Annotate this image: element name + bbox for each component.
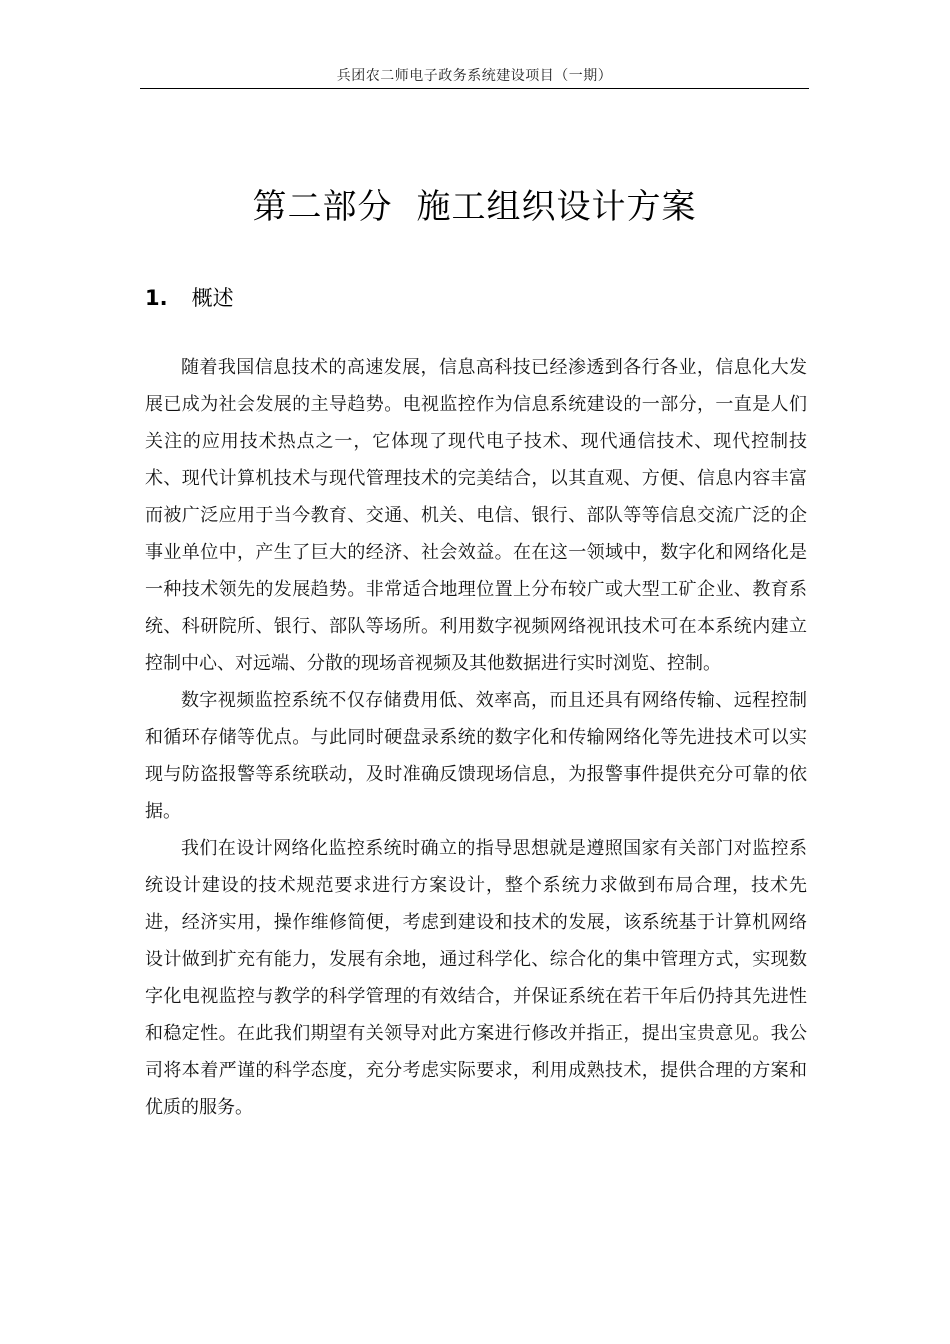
- section-heading: [145, 282, 234, 314]
- section-number: 1.: [145, 286, 168, 310]
- running-header: 兵团农二师电子政务系统建设项目（一期）: [336, 68, 613, 84]
- part-label: 第二部分: [252, 187, 393, 227]
- paragraph: 我们在设计网络化监控系统时确立的指导思想就是遵照国家有关部门对监控系统设计建设的技术规范要求进行方案设计，整个系统力求做到布局合理，技术先进，经济实用，操作维修简便，考虑到建设和技术的发展，该系统基于计算机网络设计做到扩充有能力，发展有余地，通过科学化、综合化的集中管理方式，实现数字化电视监控与教学的科学管理的有效结合，并保证系统在若干年后仍持其先进性和稳定性。在此我们期望有关领导对此方案进行修改并指正，提出宝贵意见。我公司将本着严谨的科学态度，充分考虑实际要求，利用成熟技术，提供合理的方案和优质的服务。: [145, 838, 807, 1118]
- part-name: 施工组织设计方案: [416, 187, 697, 227]
- page-title: [140, 182, 809, 232]
- body-text: [145, 349, 807, 1126]
- paragraph: 数字视频监控系统不仅存储费用低、效率高，而且还具有网络传输、远程控制和循环存储等优点。与此同时硬盘录系统的数字化和传输网络化等先进技术可以实现与防盗报警等系统联动，及时准确反馈现场信息，为报警事件提供充分可靠的依据。: [145, 690, 807, 822]
- header-rule: [140, 88, 809, 89]
- paragraph: 随着我国信息技术的高速发展，信息高科技已经渗透到各行各业，信息化大发展已成为社会发展的主导趋势。电视监控作为信息系统建设的一部分，一直是人们关注的应用技术热点之一，它体现了现代电子技术、现代通信技术、现代控制技术、现代计算机技术与现代管理技术的完美结合，以其直观、方便、信息内容丰富而被广泛应用于当今教育、交通、机关、电信、银行、部队等等信息交流广泛的企事业单位中，产生了巨大的经济、社会效益。在在这一领域中，数字化和网络化是一种技术领先的发展趋势。非常适合地理位置上分布较广或大型工矿企业、教育系统、科研院所、银行、部队等场所。利用数字视频网络视讯技术可在本系统内建立控制中心、对远端、分散的现场音视频及其他数据进行实时浏览、控制。: [145, 357, 807, 674]
- section-title: 概述: [191, 286, 234, 310]
